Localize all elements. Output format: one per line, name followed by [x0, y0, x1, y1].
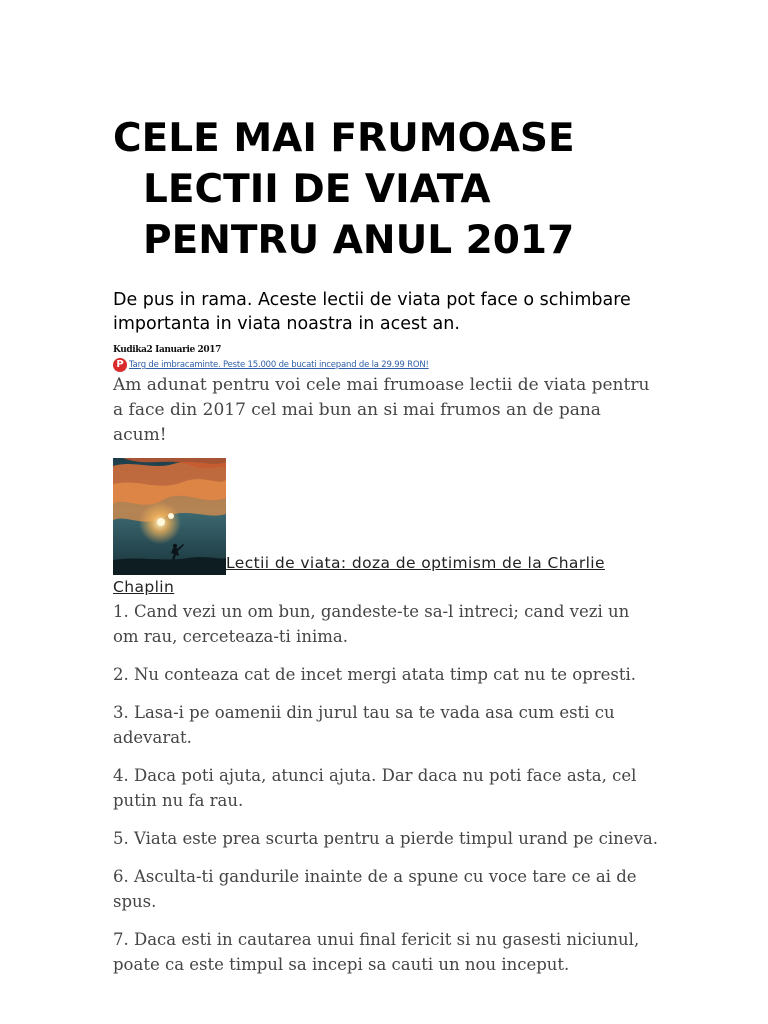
feature-image	[113, 458, 226, 575]
title-line: PENTRU ANUL 2017	[143, 218, 575, 263]
title-line: CELE MAI FRUMOASE	[113, 116, 575, 161]
list-item: 3. Lasa-i pe oamenii din jurul tau sa te vada asa cum esti cu adevarat.	[113, 703, 615, 747]
title-line: LECTII DE VIATA	[143, 167, 491, 212]
page-title	[113, 113, 658, 266]
list-item: 6. Asculta-ti gandurile inainte de a spune cu voce tare ce ai de spus.	[113, 867, 637, 911]
lessons-list	[113, 599, 658, 977]
pinterest-icon: P	[113, 358, 127, 372]
subtitle: De pus in rama. Aceste lectii de viata pot face o schimbare importanta in viata noastra in acest an.	[113, 290, 631, 334]
sponsored-link[interactable]	[113, 357, 658, 373]
list-item: 2. Nu conteaza cat de incet mergi atata timp cat nu te opresti.	[113, 665, 637, 684]
ad-link-text[interactable]: Targ de imbracaminte. Peste 15.000 de bucati incepand de la 29.99 RON!	[129, 360, 429, 370]
intro-paragraph: Am adunat pentru voi cele mai frumoase lectii de viata pentru a face din 2017 cel mai bun an si mai frumos an de pana acum!	[113, 375, 650, 445]
list-item: 1. Cand vezi un om bun, gandeste-te sa-l intreci; cand vezi un om rau, cerceteaza-ti inima.	[113, 602, 630, 646]
byline: Kudika2 Ianuarie 2017	[113, 345, 221, 355]
list-item: 5. Viata este prea scurta pentru a pierde timpul urand pe cineva.	[113, 829, 658, 848]
list-item: 4. Daca poti ajuta, atunci ajuta. Dar daca nu poti face asta, cel putin nu fa rau.	[113, 766, 637, 810]
feature-title-link[interactable]: Lectii de viata: doza de optimism de la Charlie Chaplin	[113, 554, 605, 596]
list-item: 7. Daca esti in cautarea unui final fericit si nu gasesti niciunul, poate ca este timpul sa incepi sa cauti un nou inceput.	[113, 930, 640, 974]
feature-block	[113, 458, 658, 599]
document-page	[113, 113, 658, 990]
